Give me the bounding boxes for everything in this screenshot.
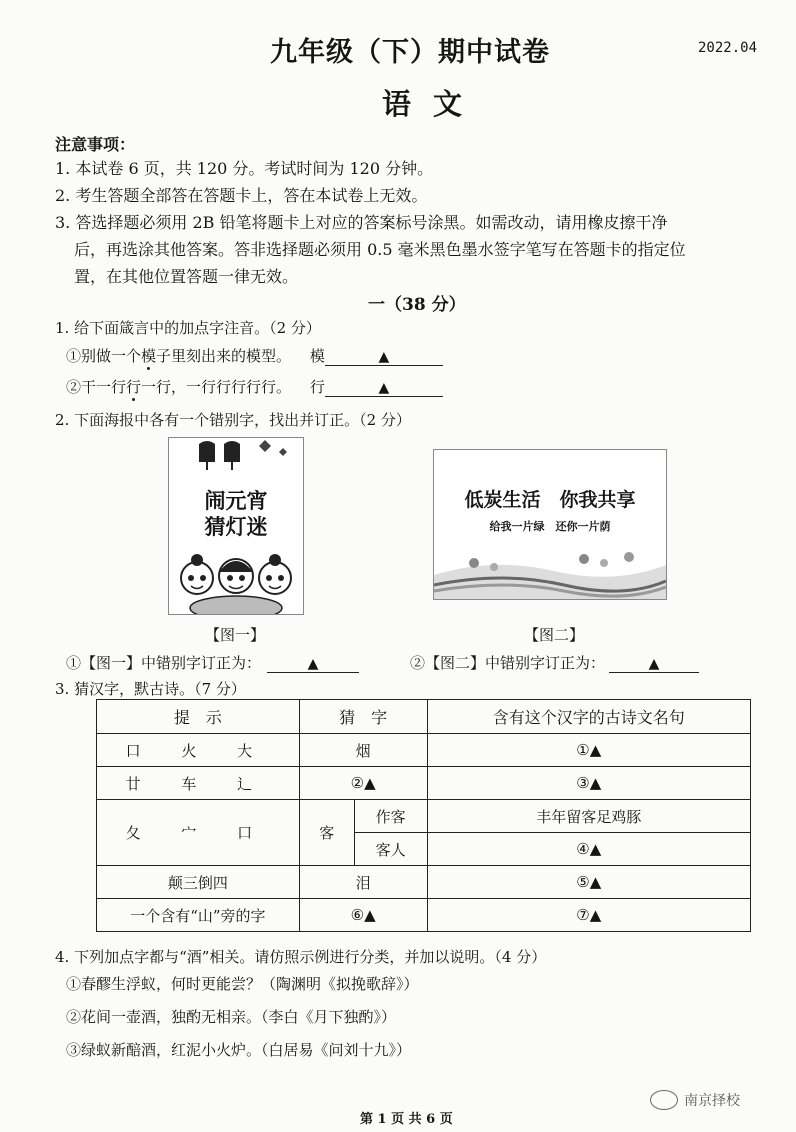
answer-blank[interactable] [325,347,443,366]
sub-meaning-cell: 客人 [354,833,427,866]
answer-mark: ▲ [378,349,390,365]
hint-cell: 夂 宀 口 [97,800,300,866]
target-char: 行 [309,378,325,396]
question-1-stem: 1. 给下面箴言中的加点字注音。（2 分） [55,319,321,337]
note-item-1: 1. 本试卷 6 页，共 120 分。考试时间为 120 分钟。 [55,159,434,178]
item-prefix: ②干一行 [66,378,127,396]
answer-cell[interactable]: ④▲ [427,833,750,866]
poster-lantern-festival [168,437,304,615]
answer-blank[interactable] [609,654,699,673]
answer-mark: ▲ [648,656,660,672]
poster-header-decoration [169,438,303,472]
answer-cell[interactable]: ⑦▲ [427,899,750,932]
question-3-stem: 3. 猜汉字，默古诗。（7 分） [55,680,246,698]
answer-cell[interactable]: ①▲ [427,734,750,767]
table-row [97,800,751,833]
answer-mark: ▲ [307,656,319,672]
header-hint: 提 示 [97,700,300,734]
item-suffix: 子里刻出来的模型。 [156,347,292,365]
poster-1-text [169,488,303,540]
children-illustration [169,546,303,614]
note-item-3: 3. 答选择题必须用 2B 铅笔将题卡上对应的答案标号涂黑。如需改动，请用橡皮擦干净 [55,213,668,232]
poster-1-caption: 【图一】 [205,626,266,644]
sub-meaning-cell: 作客 [354,800,427,833]
exam-date: 2022.04 [698,40,758,56]
answer-blank[interactable] [267,654,359,673]
question-2-answer-2 [410,652,699,673]
question-4-line-2: ②花间一壶酒，独酌无相亲。（李白《月下独酌》） [66,1008,397,1026]
question-4-line-1: ①春醪生浮蚁，何时更能尝？（陶渊明《拟挽歌辞》） [66,975,419,993]
question-1-item-1 [66,345,443,366]
page-footer: 第 1 页 共 6 页 [360,1112,453,1127]
answer-cell[interactable]: ⑤▲ [427,866,750,899]
poster-1-line-2: 猜灯迷 [204,515,268,539]
target-char: 模 [309,347,325,365]
section-heading: 一（38 分） [368,295,466,315]
answer-cell[interactable]: ③▲ [427,767,750,800]
notes-heading: 注意事项： [55,135,136,154]
poster-low-carbon [433,449,667,600]
table-row [97,866,751,899]
note-item-3-cont-1: 后，再选涂其他答案。答非选择题必须用 0.5 毫米黑色墨水签字笔写在答题卡的指定位 [74,240,686,259]
riddle-table [96,699,751,932]
header-guess: 猜 字 [299,700,427,734]
wechat-logo-icon [650,1090,678,1110]
dotted-char: 行 [126,378,142,396]
landscape-illustration [434,545,666,599]
exam-title: 九年级（下）期中试卷 [270,37,550,68]
answer-1-label: ①【图一】中错别字订正为： [66,654,262,672]
guess-cell: 客 [299,800,354,866]
subject-title: 语文 [382,87,485,121]
guess-cell[interactable]: ②▲ [299,767,427,800]
question-4-stem: 4. 下列加点字都与“酒”相关。请仿照示例进行分类，并加以说明。（4 分） [55,948,547,966]
hint-cell: 颠三倒四 [97,866,300,899]
table-row [97,767,751,800]
question-2-stem: 2. 下面海报中各有一个错别字，找出并订正。（2 分） [55,411,411,429]
dotted-char: 模 [141,347,157,365]
answer-mark: ▲ [378,380,390,396]
header-poem: 含有这个汉字的古诗文名句 [427,700,750,734]
watermark-text: 南京择校 [684,1093,740,1109]
guess-cell[interactable]: ⑥▲ [299,899,427,932]
note-item-2: 2. 考生答题全部答在答题卡上，答在本试卷上无效。 [55,186,428,205]
table-header-row [97,700,751,734]
table-row [97,899,751,932]
table-row [97,734,751,767]
question-2-answer-1 [66,652,359,673]
poster-2-line-1: 低炭生活 你我共享 [464,489,636,511]
poster-2-caption: 【图二】 [524,626,585,644]
guess-cell: 泪 [299,866,427,899]
answer-2-label: ②【图二】中错别字订正为： [410,654,606,672]
question-1-item-2 [66,376,443,397]
item-suffix: 一行，一行行行行行。 [141,378,292,396]
hint-cell: 口 火 大 [97,734,300,767]
answer-blank[interactable] [325,378,443,397]
hint-cell: 廿 车 辶 [97,767,300,800]
item-prefix: ①别做一个 [66,347,142,365]
example-answer-cell: 丰年留客足鸡豚 [427,800,750,833]
poster-1-line-1: 闹元宵 [204,489,268,513]
hint-cell: 一个含有“山”旁的字 [97,899,300,932]
poster-2-line-2: 给我一片绿 还你一片荫 [489,520,611,533]
question-4-line-3: ③绿蚁新醅酒，红泥小火炉。（白居易《问刘十九》） [66,1041,412,1059]
guess-cell: 烟 [299,734,427,767]
note-item-3-cont-2: 置，在其他位置答题一律无效。 [74,267,299,286]
